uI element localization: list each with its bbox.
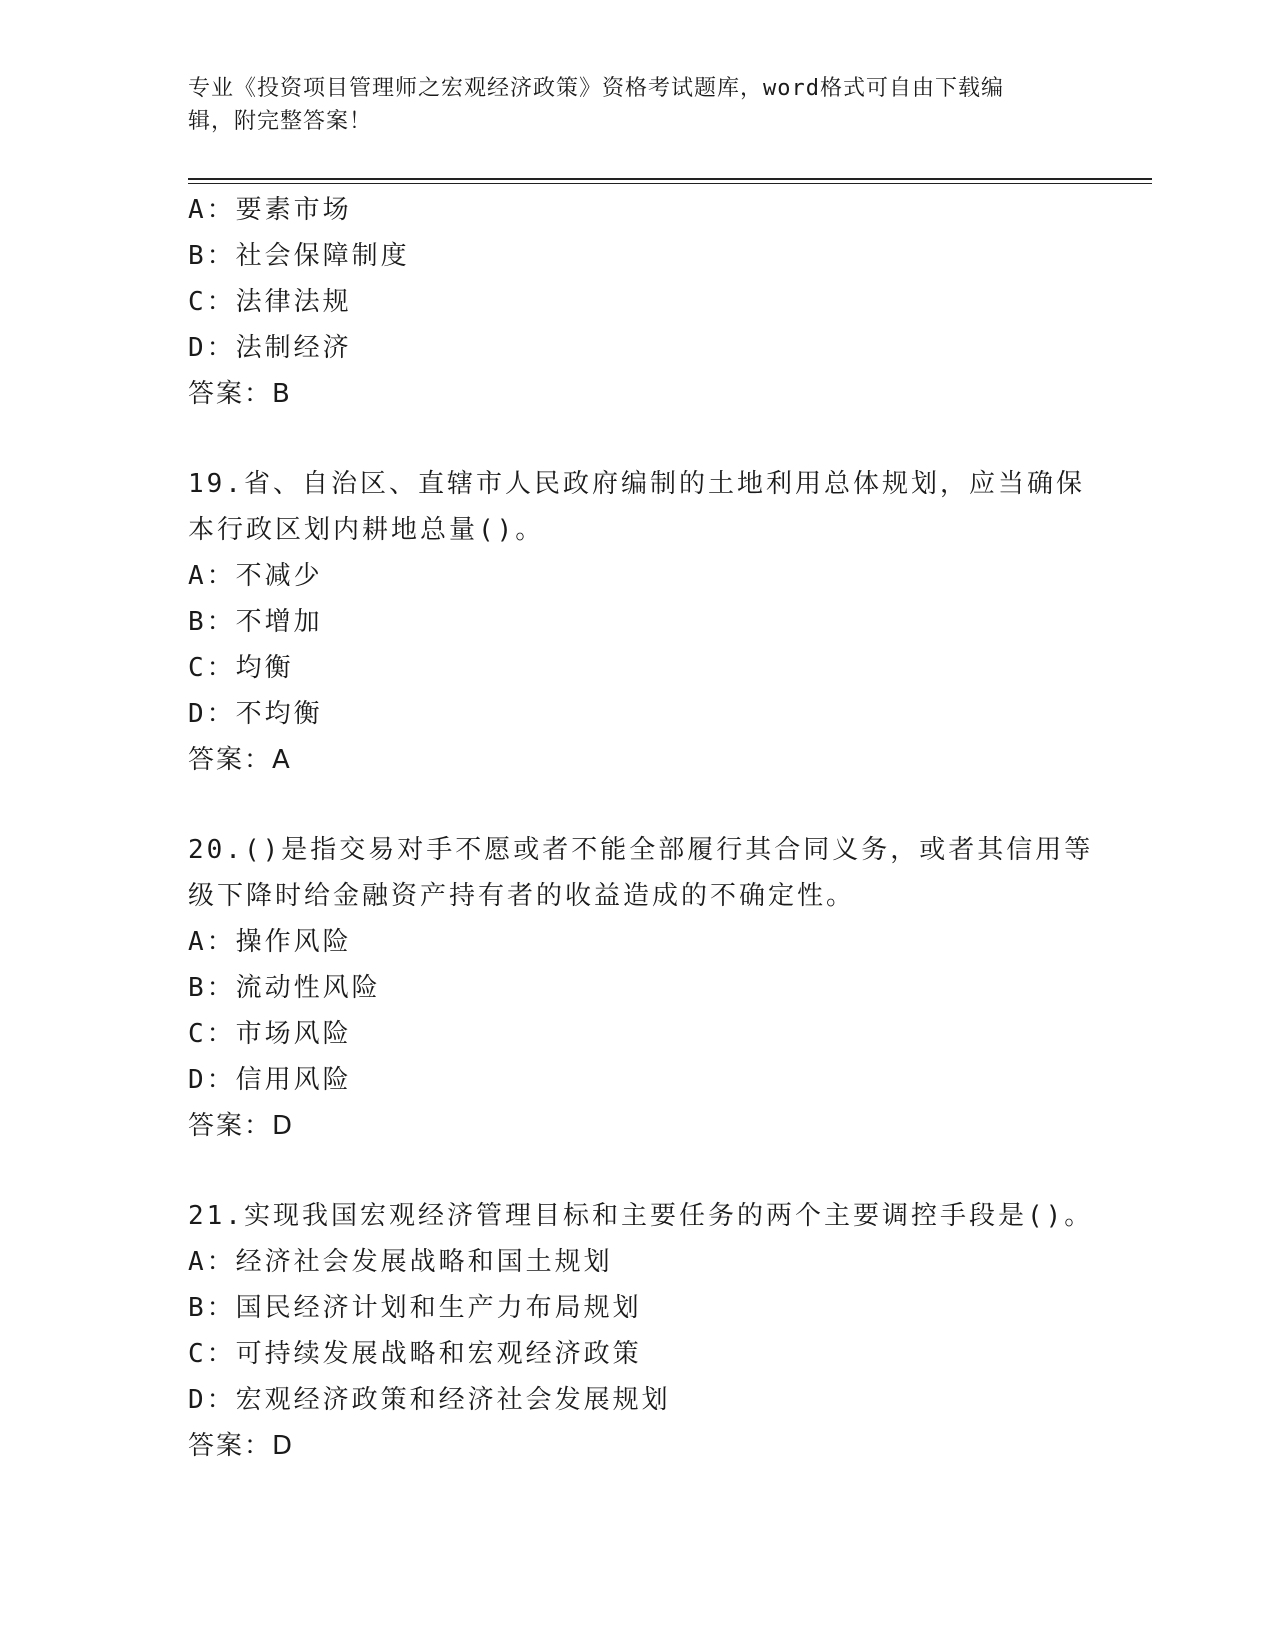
answer-line: 答案：D	[188, 1111, 295, 1141]
document-header	[188, 72, 1088, 138]
question-list	[188, 187, 1094, 1469]
header-line-1: 专业《投资项目管理师之宏观经济政策》资格考试题库，word格式可自由下载编	[188, 76, 1004, 101]
option-d: D：法制经济	[188, 333, 352, 363]
option-c: C：法律法规	[188, 287, 352, 317]
option-b: B：不增加	[188, 607, 323, 637]
option-a: A：要素市场	[188, 195, 352, 225]
answer-line: 答案：D	[188, 1431, 295, 1461]
question-text-line-2: 本行政区划内耕地总量()。	[188, 515, 545, 545]
question-text-line-1: 19.省、自治区、直辖市人民政府编制的土地利用总体规划，应当确保	[188, 469, 1085, 499]
question-text-line-1: 20.()是指交易对手不愿或者不能全部履行其合同义务，或者其信用等	[188, 835, 1094, 865]
option-a: A：操作风险	[188, 927, 352, 957]
question-block-20	[188, 827, 1094, 1149]
option-d: D：信用风险	[188, 1065, 352, 1095]
question-text-line-2: 级下降时给金融资产持有者的收益造成的不确定性。	[188, 881, 856, 911]
option-b: B：流动性风险	[188, 973, 381, 1003]
answer-line: 答案：A	[188, 745, 292, 775]
option-a: A：经济社会发展战略和国土规划	[188, 1247, 613, 1277]
option-b: B：社会保障制度	[188, 241, 410, 271]
question-text-line-1: 21.实现我国宏观经济管理目标和主要任务的两个主要调控手段是()。	[188, 1201, 1094, 1231]
answer-line: 答案：B	[188, 379, 292, 409]
question-block-21	[188, 1193, 1094, 1469]
question-block-18	[188, 187, 1088, 417]
option-d: D：宏观经济政策和经济社会发展规划	[188, 1385, 671, 1415]
option-b: B：国民经济计划和生产力布局规划	[188, 1293, 642, 1323]
option-a: A：不减少	[188, 561, 323, 591]
question-block-19	[188, 461, 1088, 783]
header-line-2: 辑，附完整答案！	[188, 109, 373, 134]
option-d: D：不均衡	[188, 699, 323, 729]
option-c: C：均衡	[188, 653, 294, 683]
header-rule-thin	[188, 183, 1152, 184]
header-rule-thick	[188, 178, 1152, 180]
option-c: C：市场风险	[188, 1019, 352, 1049]
option-c: C：可持续发展战略和宏观经济政策	[188, 1339, 642, 1369]
